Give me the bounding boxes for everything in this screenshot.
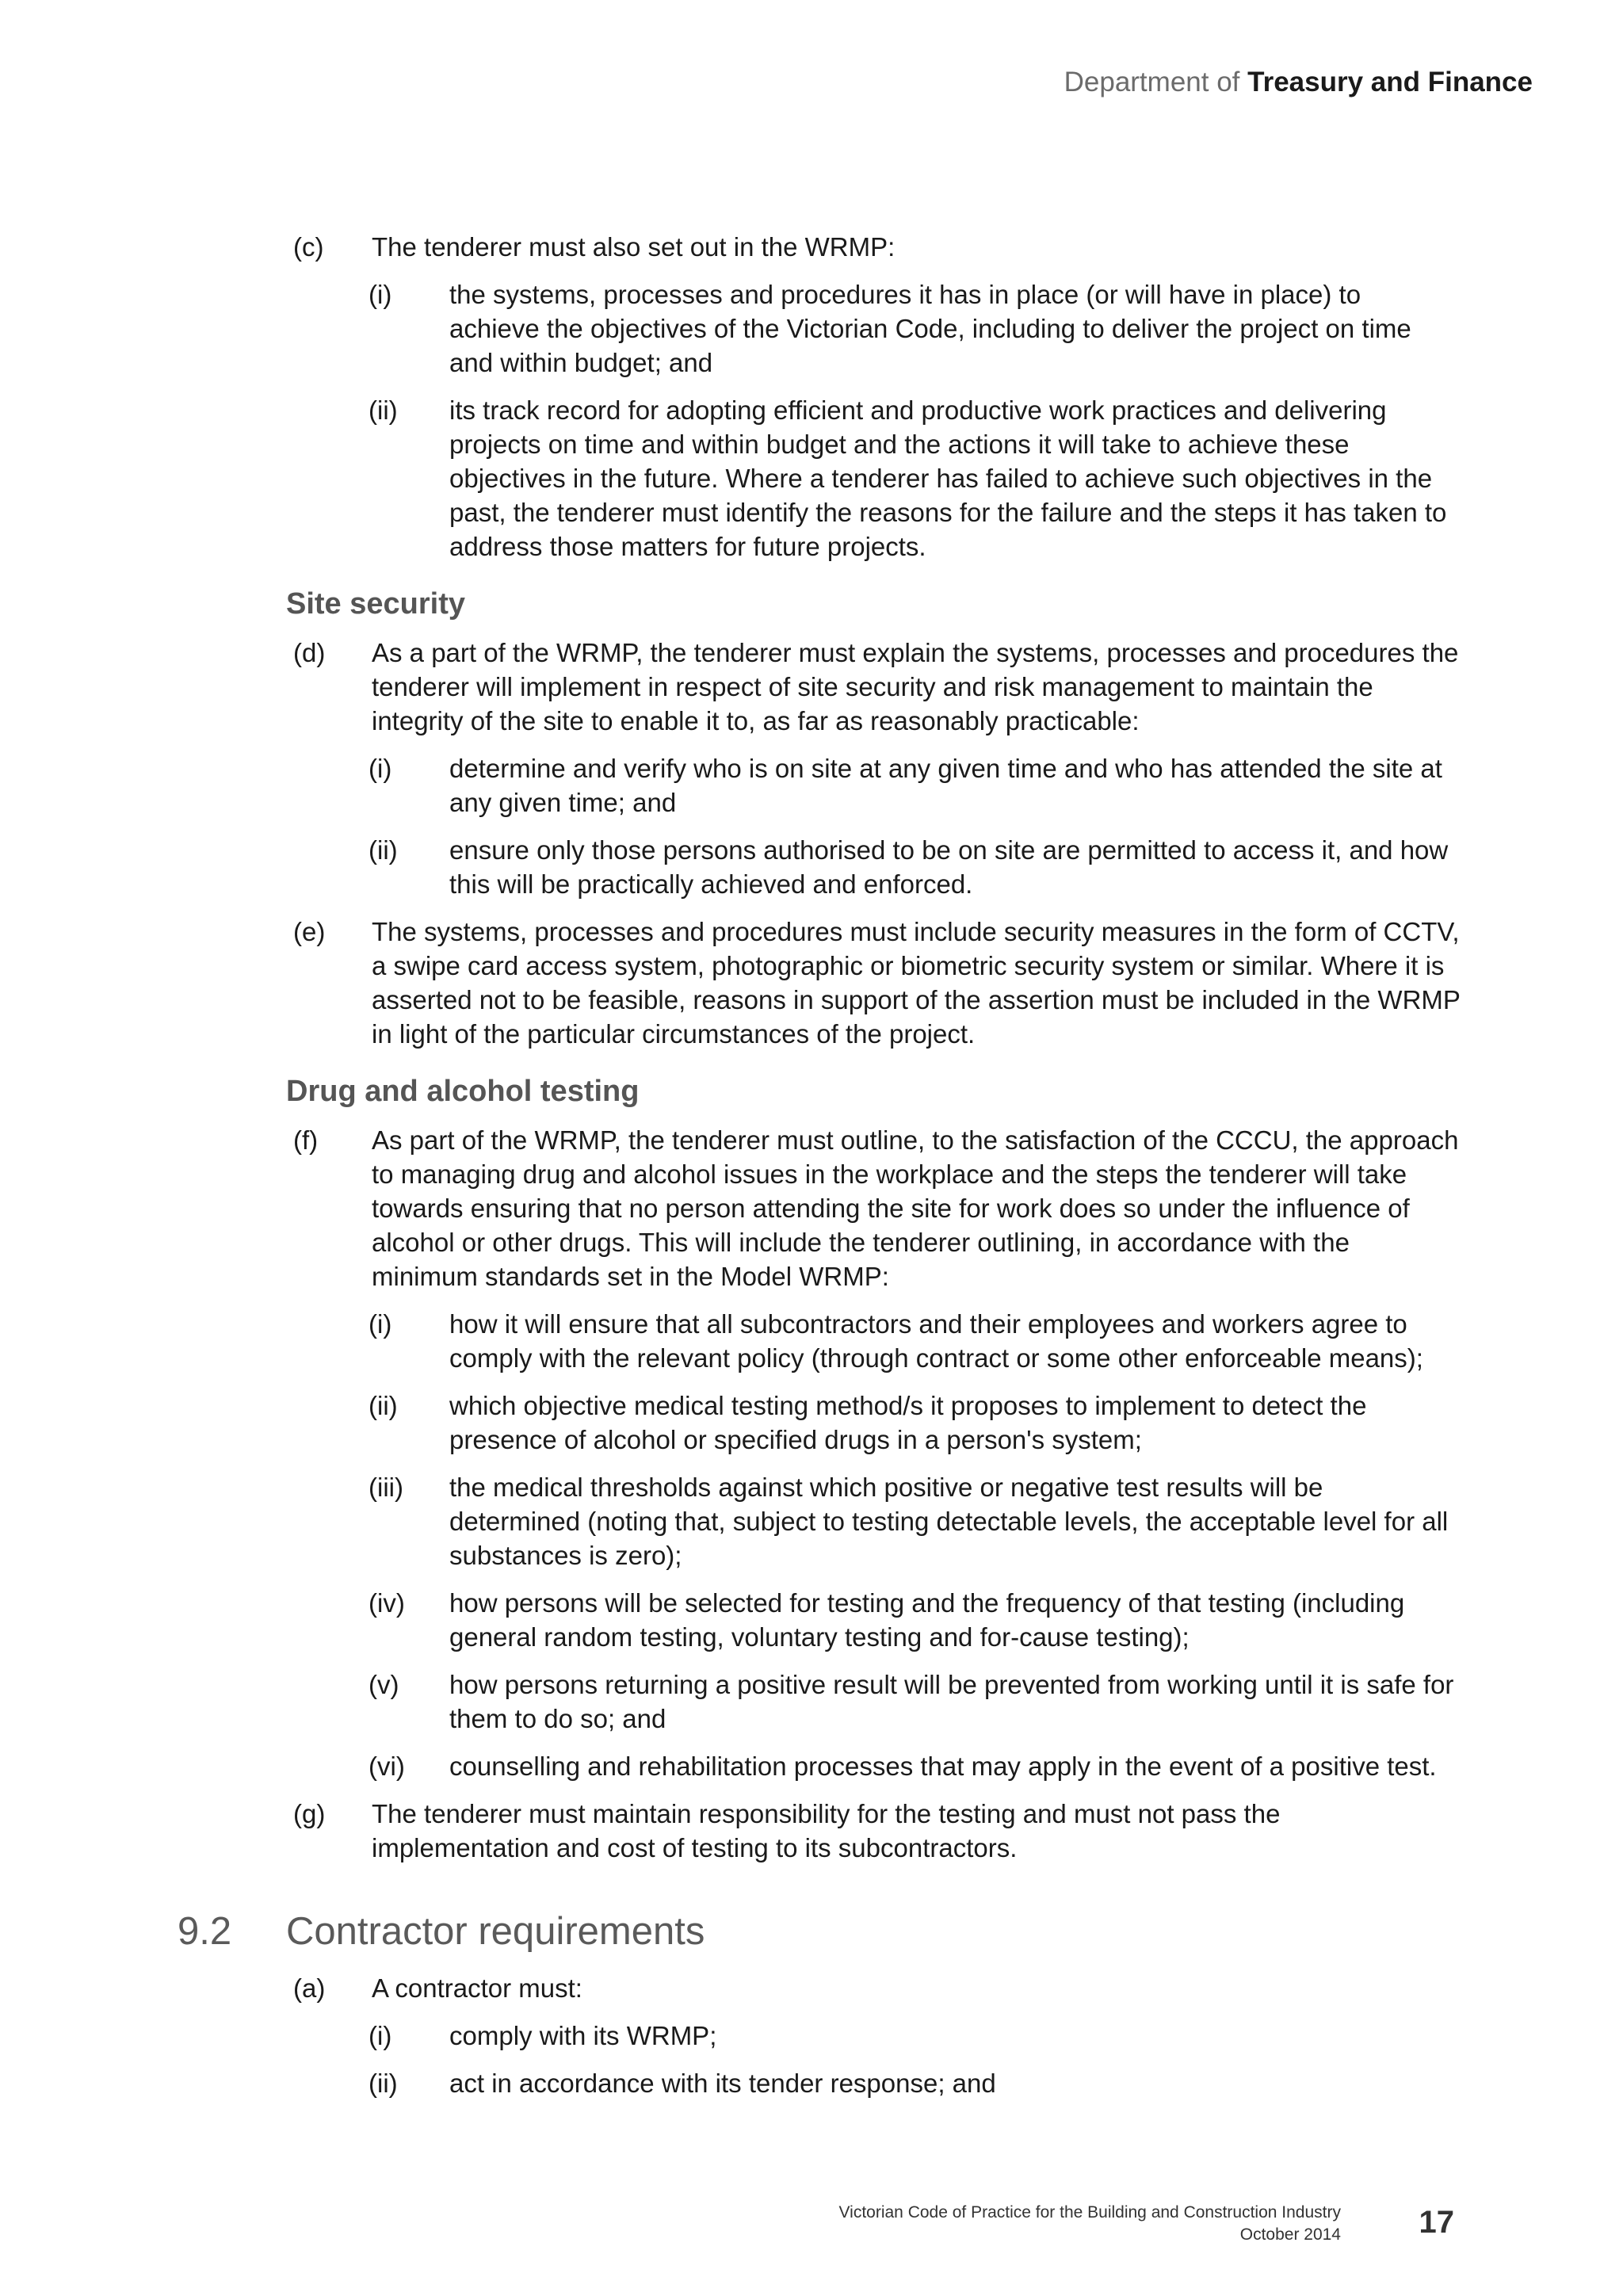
subparagraph-f-ii bbox=[369, 1389, 1454, 1457]
subparagraph-text: counselling and rehabilitation processes that may apply in the event of a positive test. bbox=[449, 1752, 1437, 1781]
subparagraph-label: (ii) bbox=[369, 835, 398, 865]
subparagraph-text: the medical thresholds against which positive or negative test results will be determined (noting that, subject to testing detectable levels, the acceptable level for all substances is zero); bbox=[449, 1473, 1449, 1570]
subparagraph-label: (iii) bbox=[369, 1473, 403, 1502]
paragraph-f bbox=[293, 1123, 1461, 1293]
subparagraph-text: ensure only those persons authorised to be on site are permitted to access it, and how this will be practically achieved and enforced. bbox=[449, 835, 1449, 899]
subparagraph-f-iii bbox=[369, 1470, 1454, 1572]
paragraph-label: (g) bbox=[293, 1799, 326, 1828]
paragraph-label: (d) bbox=[293, 638, 326, 667]
subparagraph-label: (vi) bbox=[369, 1752, 405, 1781]
paragraph-c bbox=[293, 230, 1461, 264]
paragraph-g bbox=[293, 1797, 1461, 1865]
subparagraph-text: how it will ensure that all subcontractors and their employees and workers agree to comply with the relevant policy (through contract or some other enforceable means); bbox=[449, 1309, 1423, 1373]
paragraph-label: (f) bbox=[293, 1125, 319, 1155]
heading-drug-alcohol-testing: Drug and alcohol testing bbox=[286, 1075, 640, 1108]
footer-date: October 2014 bbox=[1239, 2225, 1341, 2244]
page-footer bbox=[839, 2202, 1341, 2246]
heading-site-security: Site security bbox=[286, 587, 465, 621]
section-title: Contractor requirements bbox=[286, 1910, 705, 1953]
department-header bbox=[1064, 67, 1533, 98]
footer-document-title: Victorian Code of Practice for the Building and Construction Industry bbox=[838, 2203, 1341, 2222]
section-heading bbox=[0, 1908, 1623, 1955]
paragraph-d bbox=[293, 636, 1461, 738]
subparagraph-a-i bbox=[369, 2019, 1454, 2053]
paragraph-a bbox=[293, 1971, 1461, 2005]
paragraph-label: (a) bbox=[293, 1973, 326, 2003]
subparagraph-label: (i) bbox=[369, 754, 392, 783]
paragraph-label: (c) bbox=[293, 232, 324, 262]
subparagraph-f-v bbox=[369, 1668, 1454, 1736]
paragraph-text: The systems, processes and procedures must include security measures in the form of CCTV, a swipe card access system, photographic or biometric security system or similar. Where it is asserted not to be feasible, reasons in support of the assertion must be included in the WRMP in light of the particular circumstances of the project. bbox=[372, 917, 1461, 1049]
department-name: Treasury and Finance bbox=[1247, 67, 1533, 97]
department-prefix: Department of bbox=[1064, 67, 1240, 97]
subparagraph-text: comply with its WRMP; bbox=[449, 2021, 717, 2050]
subparagraph-label: (ii) bbox=[369, 2069, 398, 2098]
subparagraph-text: how persons will be selected for testing and the frequency of that testing (including general random testing, voluntary testing and for-cause testing); bbox=[449, 1588, 1405, 1652]
subparagraph-label: (ii) bbox=[369, 1391, 398, 1420]
subparagraph-c-ii bbox=[369, 393, 1454, 563]
subparagraph-text: determine and verify who is on site at any given time and who has attended the site at any given time; and bbox=[449, 754, 1442, 817]
paragraph-label: (e) bbox=[293, 917, 326, 946]
subparagraph-label: (iv) bbox=[369, 1588, 405, 1618]
subparagraph-f-iv bbox=[369, 1586, 1454, 1654]
subparagraph-label: (ii) bbox=[369, 395, 398, 425]
paragraph-text: The tenderer must maintain responsibility for the testing and must not pass the implementation and cost of testing to its subcontractors. bbox=[372, 1799, 1281, 1862]
subparagraph-d-i bbox=[369, 751, 1454, 819]
subparagraph-text: act in accordance with its tender response; and bbox=[449, 2069, 996, 2098]
paragraph-e bbox=[293, 915, 1461, 1051]
paragraph-text: As part of the WRMP, the tenderer must outline, to the satisfaction of the CCCU, the approach to managing drug and alcohol issues in the workplace and the steps the tenderer will take towards ensuring that no person attending the site for work does so under the influence of alcohol or other drugs. This will include the tenderer outlining, in accordance with the minimum standards set in the Model WRMP: bbox=[372, 1125, 1459, 1291]
section-number: 9.2 bbox=[178, 1910, 232, 1953]
subparagraph-label: (v) bbox=[369, 1670, 399, 1699]
subparagraph-text: the systems, processes and procedures it has in place (or will have in place) to achieve the objectives of the Victorian Code, including to deliver the project on time and within budget; and bbox=[449, 280, 1411, 377]
paragraph-text: The tenderer must also set out in the WRMP: bbox=[372, 232, 896, 262]
subparagraph-d-ii bbox=[369, 833, 1454, 901]
subparagraph-text: its track record for adopting efficient and productive work practices and delivering projects on time and within budget and the actions it will take to achieve these objectives in the future. Where a tenderer has failed to achieve such objectives in the past, the tenderer must identify the reasons for the failure and the steps it has taken to address those matters for future projects. bbox=[449, 395, 1447, 561]
subparagraph-label: (i) bbox=[369, 1309, 392, 1339]
subparagraph-label: (i) bbox=[369, 280, 392, 309]
subparagraph-text: how persons returning a positive result will be prevented from working until it is safe for them to do so; and bbox=[449, 1670, 1454, 1733]
document-body bbox=[0, 230, 1623, 2100]
paragraph-text: As a part of the WRMP, the tenderer must explain the systems, processes and procedures the tenderer will implement in respect of site security and risk management to maintain the integrity of the site to enable it to, as far as reasonably practicable: bbox=[372, 638, 1459, 735]
page-number: 17 bbox=[1419, 2205, 1454, 2240]
subparagraph-f-i bbox=[369, 1307, 1454, 1375]
subparagraph-text: which objective medical testing method/s it proposes to implement to detect the presence of alcohol or specified drugs in a person's system; bbox=[449, 1391, 1367, 1454]
paragraph-text: A contractor must: bbox=[372, 1973, 582, 2003]
subparagraph-a-ii bbox=[369, 2066, 1454, 2100]
subparagraph-c-i bbox=[369, 277, 1454, 380]
subparagraph-label: (i) bbox=[369, 2021, 392, 2050]
subparagraph-f-vi bbox=[369, 1749, 1454, 1783]
